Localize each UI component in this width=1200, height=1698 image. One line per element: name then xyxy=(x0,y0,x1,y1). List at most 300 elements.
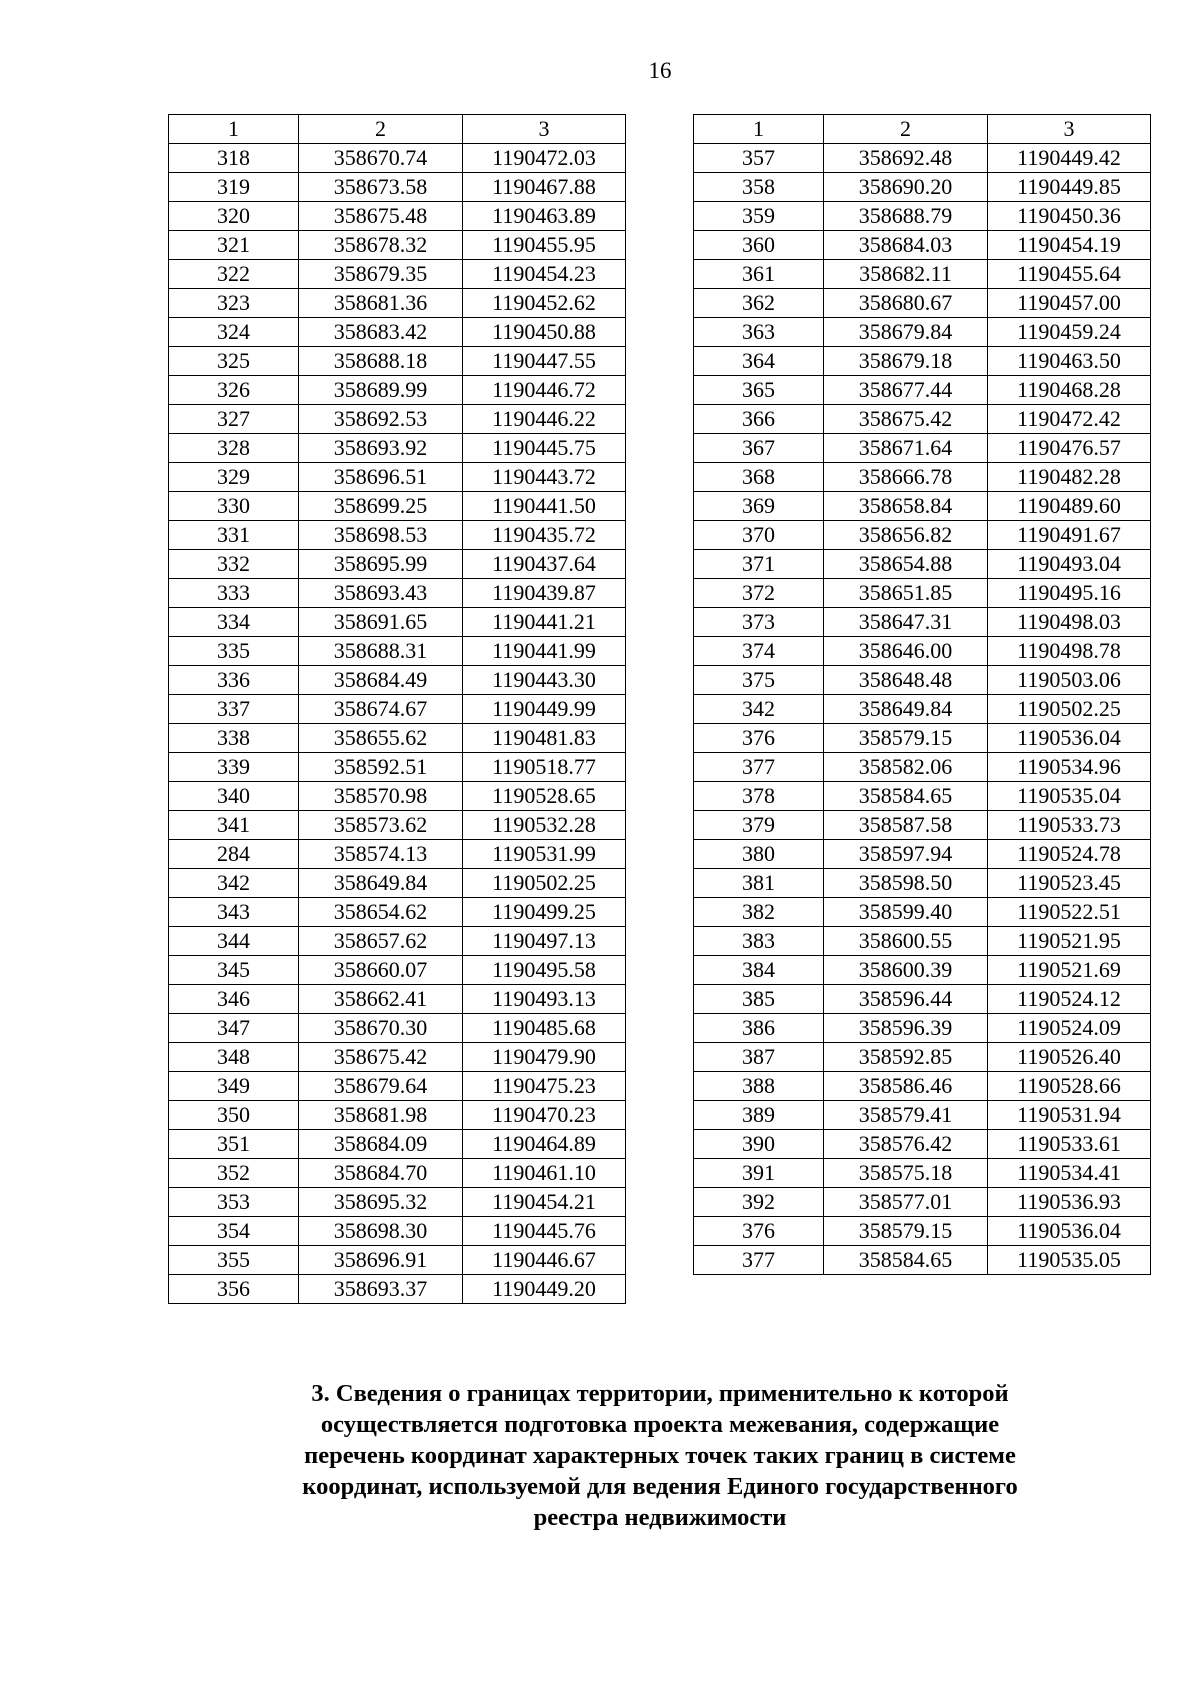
table-row xyxy=(694,202,1151,231)
y-coordinate-cell: 1190523.45 xyxy=(988,869,1151,898)
table-row xyxy=(169,637,626,666)
x-coordinate-cell: 358654.62 xyxy=(299,898,463,927)
point-number-cell: 284 xyxy=(169,840,299,869)
table-row xyxy=(169,231,626,260)
table-row xyxy=(169,289,626,318)
y-coordinate-cell: 1190450.36 xyxy=(988,202,1151,231)
y-coordinate-cell: 1190472.03 xyxy=(463,144,626,173)
y-coordinate-cell: 1190503.06 xyxy=(988,666,1151,695)
point-number-cell: 376 xyxy=(694,724,824,753)
point-number-cell: 383 xyxy=(694,927,824,956)
point-number-cell: 319 xyxy=(169,173,299,202)
x-coordinate-cell: 358647.31 xyxy=(824,608,988,637)
section-heading-line: перечень координат характерных точек таких границ в системе xyxy=(304,1442,1016,1469)
x-coordinate-cell: 358662.41 xyxy=(299,985,463,1014)
x-coordinate-cell: 358675.42 xyxy=(824,405,988,434)
table-row xyxy=(169,173,626,202)
x-coordinate-cell: 358597.94 xyxy=(824,840,988,869)
point-number-cell: 379 xyxy=(694,811,824,840)
point-number-cell: 345 xyxy=(169,956,299,985)
x-coordinate-cell: 358600.55 xyxy=(824,927,988,956)
x-coordinate-cell: 358684.09 xyxy=(299,1130,463,1159)
point-number-cell: 350 xyxy=(169,1101,299,1130)
point-number-cell: 332 xyxy=(169,550,299,579)
table-row xyxy=(694,1217,1151,1246)
point-number-cell: 384 xyxy=(694,956,824,985)
x-coordinate-cell: 358674.67 xyxy=(299,695,463,724)
y-coordinate-cell: 1190531.94 xyxy=(988,1101,1151,1130)
y-coordinate-cell: 1190524.78 xyxy=(988,840,1151,869)
x-coordinate-cell: 358680.67 xyxy=(824,289,988,318)
x-coordinate-cell: 358698.30 xyxy=(299,1217,463,1246)
column-header: 1 xyxy=(694,115,824,144)
point-number-cell: 360 xyxy=(694,231,824,260)
table-row xyxy=(169,347,626,376)
y-coordinate-cell: 1190454.23 xyxy=(463,260,626,289)
x-coordinate-cell: 358693.43 xyxy=(299,579,463,608)
y-coordinate-cell: 1190445.75 xyxy=(463,434,626,463)
table-row xyxy=(169,608,626,637)
point-number-cell: 368 xyxy=(694,463,824,492)
y-coordinate-cell: 1190481.83 xyxy=(463,724,626,753)
table-row xyxy=(169,1130,626,1159)
x-coordinate-cell: 358599.40 xyxy=(824,898,988,927)
x-coordinate-cell: 358693.37 xyxy=(299,1275,463,1304)
y-coordinate-cell: 1190455.95 xyxy=(463,231,626,260)
table-row xyxy=(169,1188,626,1217)
point-number-cell: 372 xyxy=(694,579,824,608)
table-row xyxy=(694,1101,1151,1130)
x-coordinate-cell: 358577.01 xyxy=(824,1188,988,1217)
y-coordinate-cell: 1190522.51 xyxy=(988,898,1151,927)
point-number-cell: 359 xyxy=(694,202,824,231)
y-coordinate-cell: 1190437.64 xyxy=(463,550,626,579)
y-coordinate-cell: 1190502.25 xyxy=(988,695,1151,724)
x-coordinate-cell: 358670.74 xyxy=(299,144,463,173)
y-coordinate-cell: 1190475.23 xyxy=(463,1072,626,1101)
table-header-row xyxy=(694,115,1151,144)
point-number-cell: 358 xyxy=(694,173,824,202)
point-number-cell: 335 xyxy=(169,637,299,666)
x-coordinate-cell: 358570.98 xyxy=(299,782,463,811)
point-number-cell: 370 xyxy=(694,521,824,550)
y-coordinate-cell: 1190535.04 xyxy=(988,782,1151,811)
x-coordinate-cell: 358598.50 xyxy=(824,869,988,898)
table-row xyxy=(169,724,626,753)
y-coordinate-cell: 1190476.57 xyxy=(988,434,1151,463)
table-row xyxy=(169,1217,626,1246)
point-number-cell: 333 xyxy=(169,579,299,608)
point-number-cell: 363 xyxy=(694,318,824,347)
x-coordinate-cell: 358579.41 xyxy=(824,1101,988,1130)
y-coordinate-cell: 1190454.21 xyxy=(463,1188,626,1217)
y-coordinate-cell: 1190468.28 xyxy=(988,376,1151,405)
x-coordinate-cell: 358579.15 xyxy=(824,1217,988,1246)
table-row xyxy=(169,376,626,405)
x-coordinate-cell: 358689.99 xyxy=(299,376,463,405)
table-row xyxy=(694,811,1151,840)
table-row xyxy=(169,521,626,550)
x-coordinate-cell: 358660.07 xyxy=(299,956,463,985)
x-coordinate-cell: 358679.35 xyxy=(299,260,463,289)
x-coordinate-cell: 358691.65 xyxy=(299,608,463,637)
table-row xyxy=(169,840,626,869)
table-row xyxy=(694,985,1151,1014)
x-coordinate-cell: 358592.85 xyxy=(824,1043,988,1072)
point-number-cell: 369 xyxy=(694,492,824,521)
x-coordinate-cell: 358678.32 xyxy=(299,231,463,260)
y-coordinate-cell: 1190498.78 xyxy=(988,637,1151,666)
table-row xyxy=(169,956,626,985)
y-coordinate-cell: 1190441.99 xyxy=(463,637,626,666)
y-coordinate-cell: 1190463.50 xyxy=(988,347,1151,376)
y-coordinate-cell: 1190535.05 xyxy=(988,1246,1151,1275)
point-number-cell: 389 xyxy=(694,1101,824,1130)
x-coordinate-cell: 358679.84 xyxy=(824,318,988,347)
point-number-cell: 348 xyxy=(169,1043,299,1072)
x-coordinate-cell: 358682.11 xyxy=(824,260,988,289)
point-number-cell: 342 xyxy=(169,869,299,898)
y-coordinate-cell: 1190443.30 xyxy=(463,666,626,695)
table-row xyxy=(694,405,1151,434)
table-row xyxy=(169,1014,626,1043)
table-row xyxy=(169,318,626,347)
table-row xyxy=(694,869,1151,898)
table-row xyxy=(169,405,626,434)
x-coordinate-cell: 358596.44 xyxy=(824,985,988,1014)
table-row xyxy=(169,463,626,492)
point-number-cell: 390 xyxy=(694,1130,824,1159)
x-coordinate-cell: 358692.53 xyxy=(299,405,463,434)
table-row xyxy=(694,550,1151,579)
y-coordinate-cell: 1190491.67 xyxy=(988,521,1151,550)
table-row xyxy=(694,956,1151,985)
point-number-cell: 371 xyxy=(694,550,824,579)
table-row xyxy=(694,260,1151,289)
x-coordinate-cell: 358658.84 xyxy=(824,492,988,521)
table-row xyxy=(694,1130,1151,1159)
y-coordinate-cell: 1190450.88 xyxy=(463,318,626,347)
y-coordinate-cell: 1190531.99 xyxy=(463,840,626,869)
x-coordinate-cell: 358688.31 xyxy=(299,637,463,666)
y-coordinate-cell: 1190518.77 xyxy=(463,753,626,782)
y-coordinate-cell: 1190495.58 xyxy=(463,956,626,985)
point-number-cell: 386 xyxy=(694,1014,824,1043)
x-coordinate-cell: 358582.06 xyxy=(824,753,988,782)
section-heading-line: 3. Сведения о границах территории, применительно к которой xyxy=(311,1380,1009,1407)
point-number-cell: 344 xyxy=(169,927,299,956)
x-coordinate-cell: 358586.46 xyxy=(824,1072,988,1101)
table-row xyxy=(694,231,1151,260)
point-number-cell: 351 xyxy=(169,1130,299,1159)
table-row xyxy=(694,1188,1151,1217)
y-coordinate-cell: 1190524.12 xyxy=(988,985,1151,1014)
x-coordinate-cell: 358681.98 xyxy=(299,1101,463,1130)
point-number-cell: 377 xyxy=(694,753,824,782)
x-coordinate-cell: 358648.48 xyxy=(824,666,988,695)
table-row xyxy=(169,695,626,724)
table-row xyxy=(694,463,1151,492)
y-coordinate-cell: 1190536.04 xyxy=(988,1217,1151,1246)
y-coordinate-cell: 1190521.95 xyxy=(988,927,1151,956)
y-coordinate-cell: 1190449.85 xyxy=(988,173,1151,202)
y-coordinate-cell: 1190452.62 xyxy=(463,289,626,318)
table-row xyxy=(694,782,1151,811)
point-number-cell: 349 xyxy=(169,1072,299,1101)
point-number-cell: 354 xyxy=(169,1217,299,1246)
point-number-cell: 326 xyxy=(169,376,299,405)
point-number-cell: 343 xyxy=(169,898,299,927)
x-coordinate-cell: 358688.18 xyxy=(299,347,463,376)
table-row xyxy=(694,289,1151,318)
y-coordinate-cell: 1190534.41 xyxy=(988,1159,1151,1188)
y-coordinate-cell: 1190497.13 xyxy=(463,927,626,956)
point-number-cell: 327 xyxy=(169,405,299,434)
point-number-cell: 325 xyxy=(169,347,299,376)
point-number-cell: 361 xyxy=(694,260,824,289)
point-number-cell: 362 xyxy=(694,289,824,318)
x-coordinate-cell: 358699.25 xyxy=(299,492,463,521)
table-row xyxy=(169,492,626,521)
point-number-cell: 380 xyxy=(694,840,824,869)
column-header: 2 xyxy=(824,115,988,144)
x-coordinate-cell: 358679.64 xyxy=(299,1072,463,1101)
y-coordinate-cell: 1190498.03 xyxy=(988,608,1151,637)
section-heading-line: реестра недвижимости xyxy=(533,1504,787,1531)
point-number-cell: 352 xyxy=(169,1159,299,1188)
y-coordinate-cell: 1190533.61 xyxy=(988,1130,1151,1159)
x-coordinate-cell: 358681.36 xyxy=(299,289,463,318)
point-number-cell: 339 xyxy=(169,753,299,782)
table-header-row xyxy=(169,115,626,144)
x-coordinate-cell: 358675.48 xyxy=(299,202,463,231)
table-row xyxy=(169,144,626,173)
y-coordinate-cell: 1190447.55 xyxy=(463,347,626,376)
point-number-cell: 374 xyxy=(694,637,824,666)
table-row xyxy=(169,1072,626,1101)
table-row xyxy=(694,318,1151,347)
y-coordinate-cell: 1190457.00 xyxy=(988,289,1151,318)
y-coordinate-cell: 1190489.60 xyxy=(988,492,1151,521)
y-coordinate-cell: 1190493.13 xyxy=(463,985,626,1014)
point-number-cell: 342 xyxy=(694,695,824,724)
table-row xyxy=(694,1043,1151,1072)
y-coordinate-cell: 1190499.25 xyxy=(463,898,626,927)
y-coordinate-cell: 1190526.40 xyxy=(988,1043,1151,1072)
x-coordinate-cell: 358657.62 xyxy=(299,927,463,956)
table-row xyxy=(694,898,1151,927)
x-coordinate-cell: 358696.51 xyxy=(299,463,463,492)
table-row xyxy=(694,695,1151,724)
table-row xyxy=(169,869,626,898)
x-coordinate-cell: 358683.42 xyxy=(299,318,463,347)
table-row xyxy=(169,666,626,695)
point-number-cell: 356 xyxy=(169,1275,299,1304)
y-coordinate-cell: 1190502.25 xyxy=(463,869,626,898)
point-number-cell: 376 xyxy=(694,1217,824,1246)
x-coordinate-cell: 358688.79 xyxy=(824,202,988,231)
table-row xyxy=(169,927,626,956)
x-coordinate-cell: 358695.32 xyxy=(299,1188,463,1217)
y-coordinate-cell: 1190493.04 xyxy=(988,550,1151,579)
x-coordinate-cell: 358684.70 xyxy=(299,1159,463,1188)
table-row xyxy=(169,550,626,579)
x-coordinate-cell: 358696.91 xyxy=(299,1246,463,1275)
y-coordinate-cell: 1190463.89 xyxy=(463,202,626,231)
table-row xyxy=(169,1101,626,1130)
point-number-cell: 364 xyxy=(694,347,824,376)
x-coordinate-cell: 358673.58 xyxy=(299,173,463,202)
table-row xyxy=(694,579,1151,608)
x-coordinate-cell: 358679.18 xyxy=(824,347,988,376)
y-coordinate-cell: 1190459.24 xyxy=(988,318,1151,347)
x-coordinate-cell: 358656.82 xyxy=(824,521,988,550)
x-coordinate-cell: 358600.39 xyxy=(824,956,988,985)
point-number-cell: 330 xyxy=(169,492,299,521)
point-number-cell: 322 xyxy=(169,260,299,289)
y-coordinate-cell: 1190485.68 xyxy=(463,1014,626,1043)
table-row xyxy=(694,840,1151,869)
table-row xyxy=(169,782,626,811)
point-number-cell: 346 xyxy=(169,985,299,1014)
y-coordinate-cell: 1190454.19 xyxy=(988,231,1151,260)
y-coordinate-cell: 1190536.93 xyxy=(988,1188,1151,1217)
table-row xyxy=(169,1159,626,1188)
table-row xyxy=(694,434,1151,463)
x-coordinate-cell: 358596.39 xyxy=(824,1014,988,1043)
table-row xyxy=(169,260,626,289)
section-heading-line: осуществляется подготовка проекта межевания, содержащие xyxy=(320,1411,1000,1438)
y-coordinate-cell: 1190495.16 xyxy=(988,579,1151,608)
table-row xyxy=(169,202,626,231)
point-number-cell: 321 xyxy=(169,231,299,260)
table-row xyxy=(169,1043,626,1072)
y-coordinate-cell: 1190533.73 xyxy=(988,811,1151,840)
point-number-cell: 378 xyxy=(694,782,824,811)
section-heading xyxy=(200,1378,1120,1533)
column-header: 3 xyxy=(463,115,626,144)
y-coordinate-cell: 1190521.69 xyxy=(988,956,1151,985)
point-number-cell: 355 xyxy=(169,1246,299,1275)
table-row xyxy=(694,1014,1151,1043)
point-number-cell: 341 xyxy=(169,811,299,840)
y-coordinate-cell: 1190449.20 xyxy=(463,1275,626,1304)
y-coordinate-cell: 1190536.04 xyxy=(988,724,1151,753)
x-coordinate-cell: 358695.99 xyxy=(299,550,463,579)
point-number-cell: 377 xyxy=(694,1246,824,1275)
x-coordinate-cell: 358649.84 xyxy=(824,695,988,724)
point-number-cell: 388 xyxy=(694,1072,824,1101)
point-number-cell: 366 xyxy=(694,405,824,434)
x-coordinate-cell: 358670.30 xyxy=(299,1014,463,1043)
point-number-cell: 387 xyxy=(694,1043,824,1072)
point-number-cell: 382 xyxy=(694,898,824,927)
table-row xyxy=(694,724,1151,753)
x-coordinate-cell: 358692.48 xyxy=(824,144,988,173)
x-coordinate-cell: 358579.15 xyxy=(824,724,988,753)
coordinates-table-left xyxy=(168,114,626,1304)
y-coordinate-cell: 1190482.28 xyxy=(988,463,1151,492)
table-row xyxy=(694,608,1151,637)
point-number-cell: 381 xyxy=(694,869,824,898)
section-heading-line: координат, используемой для ведения Единого государственного xyxy=(302,1473,1018,1500)
y-coordinate-cell: 1190464.89 xyxy=(463,1130,626,1159)
y-coordinate-cell: 1190441.50 xyxy=(463,492,626,521)
y-coordinate-cell: 1190467.88 xyxy=(463,173,626,202)
table-row xyxy=(169,898,626,927)
x-coordinate-cell: 358646.00 xyxy=(824,637,988,666)
column-header: 1 xyxy=(169,115,299,144)
y-coordinate-cell: 1190443.72 xyxy=(463,463,626,492)
x-coordinate-cell: 358684.49 xyxy=(299,666,463,695)
table-row xyxy=(694,637,1151,666)
point-number-cell: 324 xyxy=(169,318,299,347)
x-coordinate-cell: 358649.84 xyxy=(299,869,463,898)
x-coordinate-cell: 358575.18 xyxy=(824,1159,988,1188)
table-row xyxy=(169,753,626,782)
table-row xyxy=(169,985,626,1014)
table-row xyxy=(694,1072,1151,1101)
x-coordinate-cell: 358655.62 xyxy=(299,724,463,753)
coordinates-table-right xyxy=(693,114,1151,1275)
x-coordinate-cell: 358592.51 xyxy=(299,753,463,782)
y-coordinate-cell: 1190470.23 xyxy=(463,1101,626,1130)
x-coordinate-cell: 358584.65 xyxy=(824,1246,988,1275)
x-coordinate-cell: 358698.53 xyxy=(299,521,463,550)
x-coordinate-cell: 358666.78 xyxy=(824,463,988,492)
point-number-cell: 375 xyxy=(694,666,824,695)
y-coordinate-cell: 1190524.09 xyxy=(988,1014,1151,1043)
point-number-cell: 357 xyxy=(694,144,824,173)
point-number-cell: 320 xyxy=(169,202,299,231)
x-coordinate-cell: 358684.03 xyxy=(824,231,988,260)
table-row xyxy=(694,347,1151,376)
y-coordinate-cell: 1190528.65 xyxy=(463,782,626,811)
point-number-cell: 329 xyxy=(169,463,299,492)
column-header: 2 xyxy=(299,115,463,144)
table-row xyxy=(694,521,1151,550)
point-number-cell: 392 xyxy=(694,1188,824,1217)
x-coordinate-cell: 358693.92 xyxy=(299,434,463,463)
y-coordinate-cell: 1190441.21 xyxy=(463,608,626,637)
point-number-cell: 340 xyxy=(169,782,299,811)
table-row xyxy=(694,927,1151,956)
x-coordinate-cell: 358690.20 xyxy=(824,173,988,202)
table-row xyxy=(694,666,1151,695)
point-number-cell: 331 xyxy=(169,521,299,550)
y-coordinate-cell: 1190446.67 xyxy=(463,1246,626,1275)
column-header: 3 xyxy=(988,115,1151,144)
page-number: 16 xyxy=(648,58,672,83)
table-row xyxy=(694,492,1151,521)
point-number-cell: 367 xyxy=(694,434,824,463)
point-number-cell: 353 xyxy=(169,1188,299,1217)
table-row xyxy=(169,1246,626,1275)
y-coordinate-cell: 1190439.87 xyxy=(463,579,626,608)
y-coordinate-cell: 1190472.42 xyxy=(988,405,1151,434)
table-row xyxy=(169,811,626,840)
y-coordinate-cell: 1190532.28 xyxy=(463,811,626,840)
point-number-cell: 385 xyxy=(694,985,824,1014)
y-coordinate-cell: 1190449.42 xyxy=(988,144,1151,173)
table-row xyxy=(694,753,1151,782)
point-number-cell: 365 xyxy=(694,376,824,405)
x-coordinate-cell: 358584.65 xyxy=(824,782,988,811)
table-row xyxy=(694,1246,1151,1275)
point-number-cell: 347 xyxy=(169,1014,299,1043)
table-row xyxy=(694,144,1151,173)
point-number-cell: 323 xyxy=(169,289,299,318)
